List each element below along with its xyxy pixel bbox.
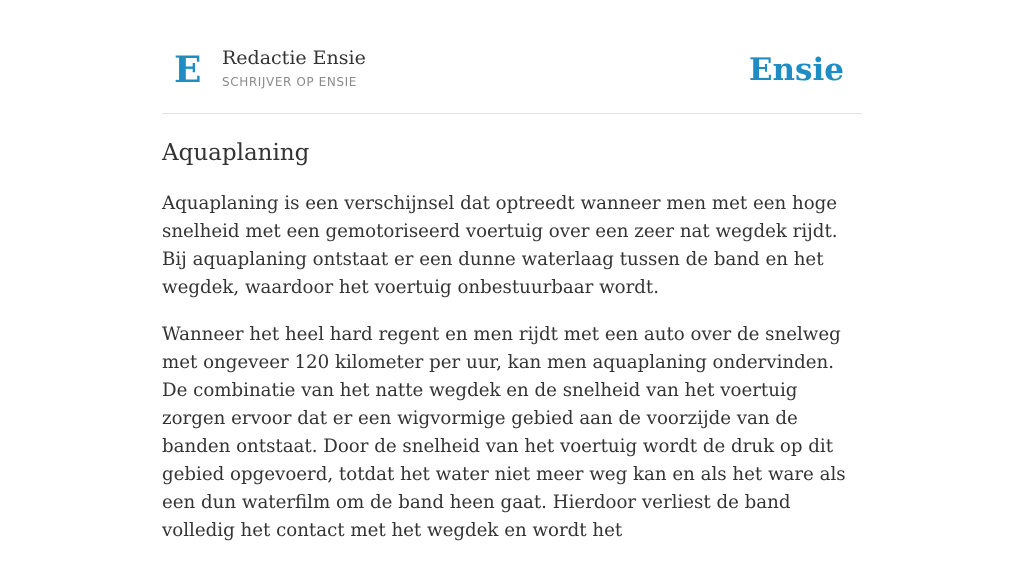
brand-logo[interactable]: Ensie	[748, 52, 844, 88]
paragraph: Aquaplaning is een verschijnsel dat optreedt wanneer men met een hoge snelheid met een gemotoriseerd voertuig over een zeer nat wegdek rijdt. Bij aquaplaning ontstaat er een dunne waterlaag tussen de band en het wegdek, waardoor het voertuig onbestuurbaar wordt.	[162, 193, 838, 298]
author-name[interactable]: Redactie Ensie	[222, 47, 366, 69]
author-header	[162, 0, 862, 114]
article-title: Aquaplaning	[162, 140, 310, 166]
paragraph: Wanneer het heel hard regent en men rijdt met een auto over de snelweg met ongeveer 120 kilometer per uur, kan men aquaplaning ondervinden. De combinatie van het natte wegdek en de snelheid van het voertuig zorgen ervoor dat er een wigvormige gebied aan de voorzijde van de banden ontstaat. Door de snelheid van het voertuig wordt de druk op dit gebied opgevoerd, totdat het water niet meer weg kan en als het ware als een dun waterfilm om de band heen gaat. Hierdoor verliest de band volledig het contact met het wegdek en wordt het	[162, 324, 846, 541]
avatar[interactable]: E	[174, 49, 202, 91]
content-container	[162, 0, 862, 541]
author-role: SCHRIJVER OP ENSIE	[222, 75, 357, 89]
article-body	[162, 190, 862, 564]
